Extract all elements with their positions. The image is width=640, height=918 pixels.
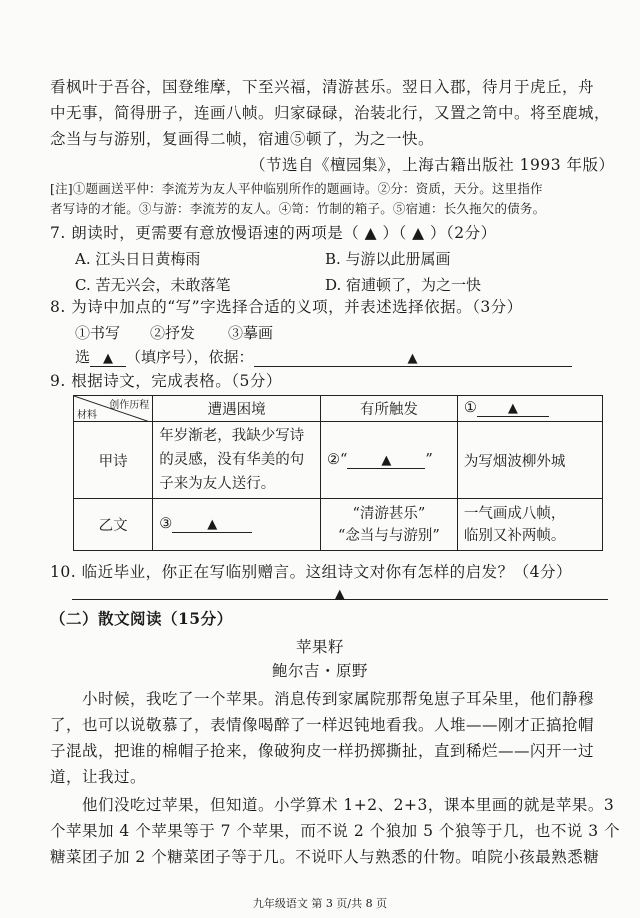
row-yi-difficulty: [153, 499, 321, 551]
q9-table: [73, 395, 603, 551]
passage-line: 中无事，简得册子，连画八帧。归家碌碌，治装北行，又置之笥中。将至鹿城，: [50, 104, 611, 122]
answer-triangle-icon: ▲: [207, 517, 218, 532]
passage-line: 念当与与游别，复画得二帧，宿逋⑤顿了，为之一快。: [50, 130, 435, 148]
q7-option-a[interactable]: A. 江头日日黄梅雨: [75, 250, 201, 268]
page-footer: 九年级语文 第 3 页/共 8 页: [252, 897, 388, 910]
essay-line: 道，让我过。: [50, 768, 147, 786]
table-blank-3[interactable]: [172, 516, 252, 533]
essay-line: 小时候，我吃了一个苹果。消息传到家属院那帮兔崽子耳朵里，他们静穆: [82, 690, 595, 708]
corner-bottom-label: 材料: [77, 410, 97, 421]
q8-answer-mid: （填序号），依据：: [126, 348, 254, 366]
answer-triangle-icon: ▲: [103, 351, 114, 366]
question-10-stem: 10. 临近毕业，你正在写临别赠言。这组诗文对你有怎样的启发？（4分）: [50, 563, 572, 581]
q8-choice-3: ③摹画: [228, 324, 274, 342]
row-yi-result: [457, 499, 602, 551]
trigger-suffix: ”: [425, 451, 433, 468]
answer-triangle-icon: ▲: [507, 401, 518, 416]
result-line: 一气画成八帧，: [463, 505, 566, 522]
row-jia-trigger: [320, 422, 457, 499]
annotation-line: 者写诗的才能。③与游：李流芳的友人。④笥：竹制的箱子。⑤宿逋：长久拖欠的债务。: [50, 201, 546, 216]
header-trigger: 有所触发: [320, 396, 457, 422]
essay-line: 糖菜团子加 2 个糖菜团子等于几。不说吓人与熟悉的什物。咱院小孩最熟悉糖: [50, 848, 600, 866]
trigger-prefix: ②“: [326, 451, 348, 468]
q7-option-b[interactable]: B. 与游以此册属画: [325, 250, 451, 268]
passage-line: 看枫叶于吾谷，国登维摩，下至兴福，清游甚乐。翌日入郡，待月于虎丘，舟: [50, 78, 595, 96]
row-label-yi: 乙文: [74, 499, 153, 551]
q8-choice-2: ②抒发: [150, 324, 196, 342]
q8-basis-blank[interactable]: [254, 348, 572, 367]
header-difficulty: 遭遇困境: [153, 396, 321, 422]
essay-line: 他们没吃过苹果，但知道。小学算术 1+2、2+3，课本里画的就是苹果。3: [82, 796, 615, 814]
question-8-stem: 8. 为诗中加点的“写”字选择合适的义项，并表述选择依据。（3分）: [50, 298, 523, 316]
table-blank-1[interactable]: [477, 400, 549, 417]
row-jia-result: 为写烟波柳外城: [457, 422, 602, 499]
essay-line: 了，也可以说敬慕了，表情像喝醉了一样迟钝地看我。人堆——刚才正搞抢帽: [50, 716, 595, 734]
question-7-stem: 7. 朗读时，更需要有意放慢语速的两项是（ ▲ ）（ ▲ ）（2分）: [50, 224, 497, 242]
q8-choice-blank[interactable]: [90, 348, 126, 367]
essay-title: 苹果籽: [295, 638, 344, 656]
table-corner-cell: [74, 396, 153, 422]
corner-top-label: 创作历程: [109, 400, 150, 411]
q8-answer-prefix: 选: [75, 348, 91, 366]
q7-option-c[interactable]: C. 苦无兴会，未敢落笔: [75, 276, 231, 294]
answer-triangle-icon: ▲: [381, 452, 392, 468]
passage-source: （节选自《檀园集》，上海古籍出版社 1993 年版）: [250, 156, 615, 174]
section-heading: （二）散文阅读（15分）: [50, 609, 233, 628]
essay-author: 鲍尔吉・原野: [271, 662, 368, 680]
row-jia-difficulty: 年岁渐老，我缺少写诗的灵感，没有华美的句子来为友人送行。: [153, 422, 321, 499]
header-blank-label: ①: [463, 400, 477, 416]
table-blank-2[interactable]: [347, 452, 425, 469]
answer-triangle-icon: ▲: [407, 351, 418, 366]
difficulty-blank-label: ③: [159, 516, 173, 532]
essay-line: 个苹果加 4 个苹果等于 7 个苹果，而不说 2 个狼加 5 个狼等于几，也不说 3 个: [50, 822, 621, 840]
trigger-line: “念当与与游别”: [338, 527, 440, 544]
result-line: 临别又补两帧。: [463, 527, 566, 544]
header-blank-cell: [457, 396, 602, 422]
q8-answer-line: [75, 346, 572, 367]
q7-option-d[interactable]: D. 宿逋顿了，为之一快: [325, 276, 482, 294]
answer-triangle-icon: ▲: [334, 587, 346, 602]
row-label-jia: 甲诗: [74, 422, 153, 499]
essay-line: 子混战，把谁的棉帽子抢来，像破狗皮一样扔掷撕扯，直到稀烂——闪开一过: [50, 742, 595, 760]
annotation-line: [注]①题画送平仲：李流芳为友人平仲临别所作的题画诗。②分：资质，天分。这里指作: [50, 181, 543, 196]
q10-answer-blank[interactable]: [72, 585, 608, 600]
row-yi-trigger: [320, 499, 457, 551]
q8-choice-1: ①书写: [75, 324, 121, 342]
trigger-line: “清游甚乐”: [352, 505, 426, 522]
question-9-stem: 9. 根据诗文，完成表格。（5分）: [50, 372, 282, 390]
